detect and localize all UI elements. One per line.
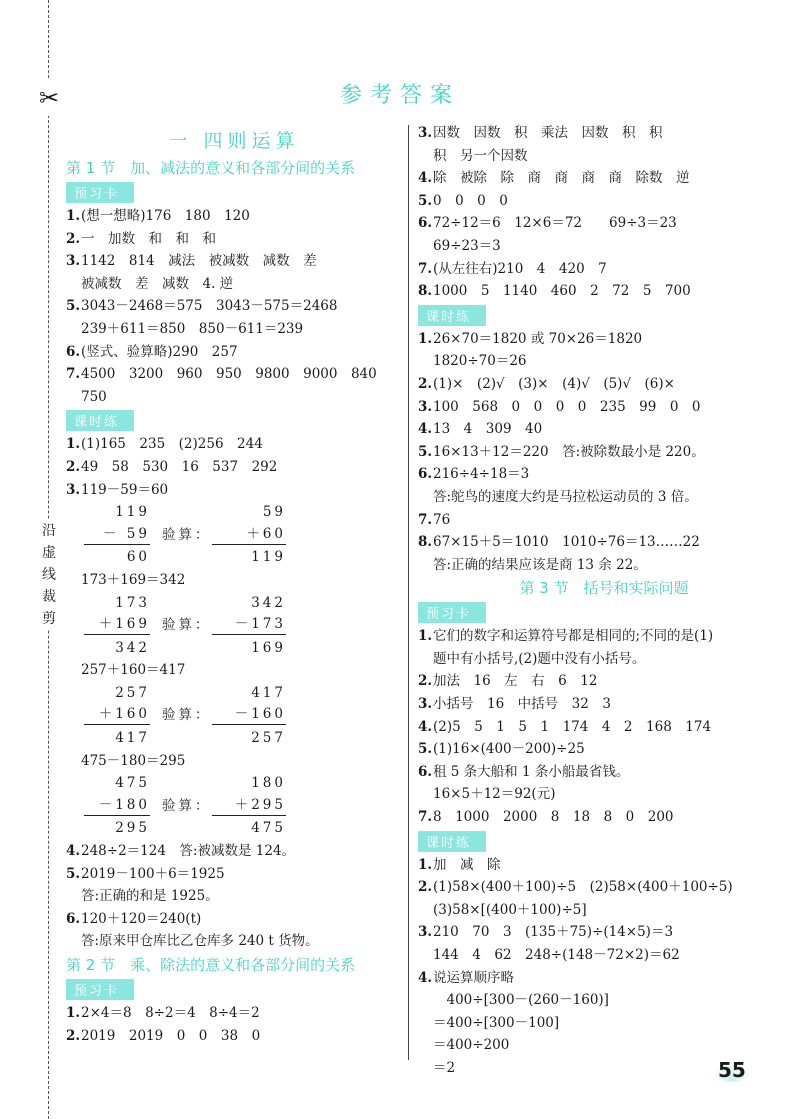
calc-left: ＋169 [84,614,150,635]
item-text: 100 568 0 0 0 0 235 99 0 0 [433,398,701,415]
item-number: 3. [418,398,433,415]
answer-item [66,433,402,456]
calc-row [66,524,402,547]
answer-item [418,967,790,990]
item-number: 3. [418,696,433,713]
answer-item [418,531,790,554]
answer-continuation: 144 4 62 248÷(148－72×2)＝62 [433,947,680,963]
item-number: 3. [66,481,81,498]
item-text: 4500 3200 960 950 9800 9000 840 [81,366,377,383]
item-text: 216÷4÷18＝3 [433,466,530,483]
item-number: 1. [66,1005,81,1021]
section-tag: 预习卡 [66,182,134,203]
calc-left: ＋160 [84,704,150,725]
calc-check: 475 [251,820,286,837]
answer-item [418,258,790,281]
answer-item [66,908,402,931]
item-text: 26×70＝1820 或 70×26＝1820 [433,330,643,347]
item-number: 7. [418,809,433,826]
answer-item [66,456,402,479]
section-tag: 课时练 [66,410,134,431]
calc-left: －180 [84,795,150,816]
item-number: 4. [418,718,433,735]
answer-item [418,167,790,190]
item-text: 72÷12＝6 12×6＝72 69÷3＝23 [433,215,677,232]
item-number: 2. [66,458,81,475]
answer-item [66,228,402,251]
item-text: 2×4＝8 8÷2＝4 8÷4＝2 [81,1005,260,1021]
calc-row [66,795,402,818]
item-text: 119－59＝60 [81,481,169,498]
item-number: 5. [66,865,81,882]
answer-item [418,854,790,877]
section-tag: 课时练 [418,831,486,852]
item-number: 6. [418,215,433,232]
item-text: 它们的数字和运算符号都是相同的;不同的是(1) [433,628,714,645]
section-title: 第 2 节 乘、除法的意义和各部分间的关系 [66,956,356,974]
item-text: 2019 2019 0 0 38 0 [81,1027,261,1044]
item-text: 说运算顺序略 [433,969,514,986]
answer-continuation: 69÷23＝3 [433,237,501,254]
vertical-calculation [66,592,402,660]
answer-continuation: ＝400÷[300－100] [433,1014,560,1031]
answer-item [418,670,790,693]
item-number: 3. [418,125,433,141]
item-text: 小括号 16 中括号 32 3 [433,696,611,713]
item-number: 2. [66,230,81,247]
chapter-title: 一 四则运算 [168,130,300,152]
answer-continuation: 答:鸵鸟的速度大约是马拉松运动员的 3 倍。 [433,488,698,505]
item-text: (1)165 235 (2)256 244 [81,436,263,453]
item-text: 加 减 除 [433,856,501,873]
item-number: 1. [418,330,433,347]
calc-row [66,727,402,750]
calc-check: 119 [251,549,286,566]
calc-check: －160 [212,704,286,725]
answer-item [418,190,790,213]
item-text: 除 被除 除 商 商 商 商 除数 逆 [433,170,690,187]
item-text: 16×13＋12＝220 答:被除数最小是 220。 [433,443,705,460]
item-text: 租 5 条大船和 1 条小船最省钱。 [433,763,630,780]
calc-left: － 59 [84,524,150,545]
check-label: 验算： [162,707,212,724]
item-text: (2)5 5 1 5 1 174 4 2 168 174 [433,718,712,735]
calc-check: 257 [251,730,286,747]
check-label: 验算： [162,797,212,814]
calc-left: 173 [115,594,150,611]
tag-row [66,408,402,433]
item-text: (竖式、验算略)290 257 [81,343,238,360]
answer-item [418,122,790,145]
calc-check: ＋295 [212,795,286,816]
calc-check: 59 [262,504,286,521]
calc-row [66,637,402,660]
item-number: 1. [66,436,81,453]
item-number: 1. [418,856,433,873]
calc-check: 180 [251,775,286,792]
answer-continuation: 16×5＋12＝92(元) [433,786,556,803]
item-text: 因数 因数 积 乘法 因数 积 积 [433,125,663,141]
answer-item [66,1002,402,1025]
tag-row [66,180,402,205]
section-tag: 预习卡 [418,602,486,623]
column-divider [408,125,409,1060]
calc-row [66,501,402,524]
answer-continuation: 475－180＝295 [81,752,186,769]
calc-row [66,772,402,795]
item-text: 0 0 0 0 [433,192,508,209]
calc-left: 342 [115,639,150,656]
answer-item [418,509,790,532]
item-text: 49 58 530 16 537 292 [81,458,278,475]
answer-item [66,205,402,228]
calc-row [66,682,402,705]
item-text: (1)× (2)√ (3)× (4)√ (5)√ (6)× [433,375,675,392]
answer-item [418,441,790,464]
answer-item [418,328,790,351]
item-number: 3. [66,253,81,270]
answer-continuation: (3)58×[(400＋100)÷5] [433,901,587,918]
answer-continuation: 答:正确的和是 1925。 [81,888,219,905]
calc-left: 119 [115,504,150,521]
tag-row [418,303,790,328]
check-label: 验算： [162,526,212,543]
answer-item [418,876,790,899]
item-number: 2. [418,375,433,392]
item-number: 6. [66,910,81,927]
item-number: 7. [418,511,433,528]
section-tag: 课时练 [418,305,486,326]
calc-row [66,817,402,840]
item-text: 一 加数 和 和 和 [81,230,216,247]
item-number: 7. [66,366,81,383]
answer-item [66,363,402,386]
item-number: 5. [66,298,81,315]
answer-continuation: 400÷[300－(260－160)] [433,992,609,1009]
answer-item [418,716,790,739]
item-text: 3043－2468＝575 3043－575＝2468 [81,298,338,315]
item-number: 4. [418,170,433,187]
vertical-calculation [66,772,402,840]
item-number: 5. [418,192,433,209]
section-tag: 预习卡 [66,979,134,1000]
item-number: 8. [418,283,433,300]
vertical-calculation [66,501,402,569]
calc-check: 169 [251,639,286,656]
answer-item [418,396,790,419]
item-text: 1000 5 1140 460 2 72 5 700 [433,283,691,300]
calc-left: 475 [115,775,150,792]
answer-item [418,625,790,648]
calc-left: 60 [126,549,150,566]
item-text: (1)16×(400－200)÷25 [433,741,585,758]
item-number: 6. [66,343,81,360]
scissors-icon: ✂ [36,80,62,116]
answer-item [418,738,790,761]
item-text: 加法 16 左 右 6 12 [433,673,598,690]
calc-row [66,592,402,615]
calc-left: 295 [115,820,150,837]
item-text: 120＋120＝240(t) [81,910,202,927]
item-number: 6. [418,763,433,780]
item-text: 2019－100＋6＝1925 [81,865,225,882]
answer-item [418,761,790,784]
item-text: (1)58×(400＋100)÷5 (2)58×(400＋100÷5) [433,879,733,896]
answer-continuation: 239＋611＝850 850－611＝239 [81,320,304,337]
calc-row [66,704,402,727]
item-text: (从左往右)210 4 420 7 [433,260,607,277]
answer-item [66,479,402,502]
item-text: 76 [433,511,451,528]
answer-continuation: ＝400÷200 [433,1037,510,1054]
answer-item [66,1025,402,1048]
answer-item [66,863,402,886]
section-title: 第 1 节 加、减法的意义和各部分间的关系 [66,159,356,177]
item-text: 248÷2＝124 答:被减数是 124。 [81,843,296,860]
item-text: 210 70 3 (135＋75)÷(14×5)＝3 [433,924,674,941]
check-label: 验算： [162,617,212,634]
item-number: 8. [418,534,433,551]
item-text: 67×15＋5＝1010 1010÷76＝13……22 [433,534,700,551]
vertical-calculation [66,682,402,750]
page-number: 55 [712,1058,752,1082]
answer-item [418,693,790,716]
calc-left: 417 [115,730,150,747]
answer-item [66,250,402,273]
answer-continuation: 被减数 差 减数 4. 逆 [81,275,234,292]
answer-item [418,418,790,441]
item-number: 1. [66,208,81,224]
answer-continuation: 1820÷70＝26 [433,353,527,370]
section-title: 第 3 节 括号和实际问题 [519,579,689,598]
answer-item [418,806,790,829]
item-number: 1. [418,628,433,645]
page-title: 参考答案 [340,83,461,108]
item-text: 8 1000 2000 8 18 8 0 200 [433,809,674,826]
answer-item [418,280,790,303]
answer-continuation: 题中有小括号,(2)题中没有小括号。 [433,650,646,667]
calc-check: ＋60 [212,524,286,545]
item-number: 7. [418,260,433,277]
answer-continuation: 173＋169＝342 [81,571,186,588]
answer-item [418,921,790,944]
calc-check: 417 [251,684,286,701]
item-number: 2. [66,1027,81,1044]
item-number: 5. [418,741,433,758]
answer-item [418,373,790,396]
cut-label: 沿虚线裁剪 [38,520,60,630]
answer-continuation: 答:正确的结果应该是商 13 余 22。 [433,556,647,573]
calc-check: －173 [212,614,286,635]
answer-item [418,212,790,235]
tag-row [418,600,790,625]
item-number: 4. [66,843,81,860]
item-number: 6. [418,466,433,483]
item-number: 2. [418,879,433,896]
answer-continuation: ＝2 [433,1059,456,1076]
calc-row [66,546,402,569]
calc-row [66,614,402,637]
item-number: 5. [418,443,433,460]
item-text: 1142 814 减法 被减数 减数 差 [81,253,317,270]
answer-item [66,295,402,318]
calc-check: 342 [251,594,286,611]
answer-item [418,463,790,486]
left-column [66,126,402,1047]
item-text: 13 4 309 40 [433,421,543,438]
item-number: 3. [418,924,433,941]
answer-continuation: 750 [81,388,107,405]
answer-item [66,341,402,364]
answer-continuation: 257＋160＝417 [81,662,186,679]
answer-continuation: 积 另一个因数 [433,147,528,164]
calc-left: 257 [115,684,150,701]
tag-row [66,977,402,1002]
item-number: 2. [418,673,433,690]
item-number: 4. [418,969,433,986]
right-column [418,122,790,1080]
answer-continuation: 答:原来甲仓库比乙仓库多 240 t 货物。 [81,933,319,950]
tag-row [418,829,790,854]
answer-item [66,840,402,863]
item-text: (想一想略)176 180 120 [81,208,250,224]
item-number: 4. [418,421,433,438]
